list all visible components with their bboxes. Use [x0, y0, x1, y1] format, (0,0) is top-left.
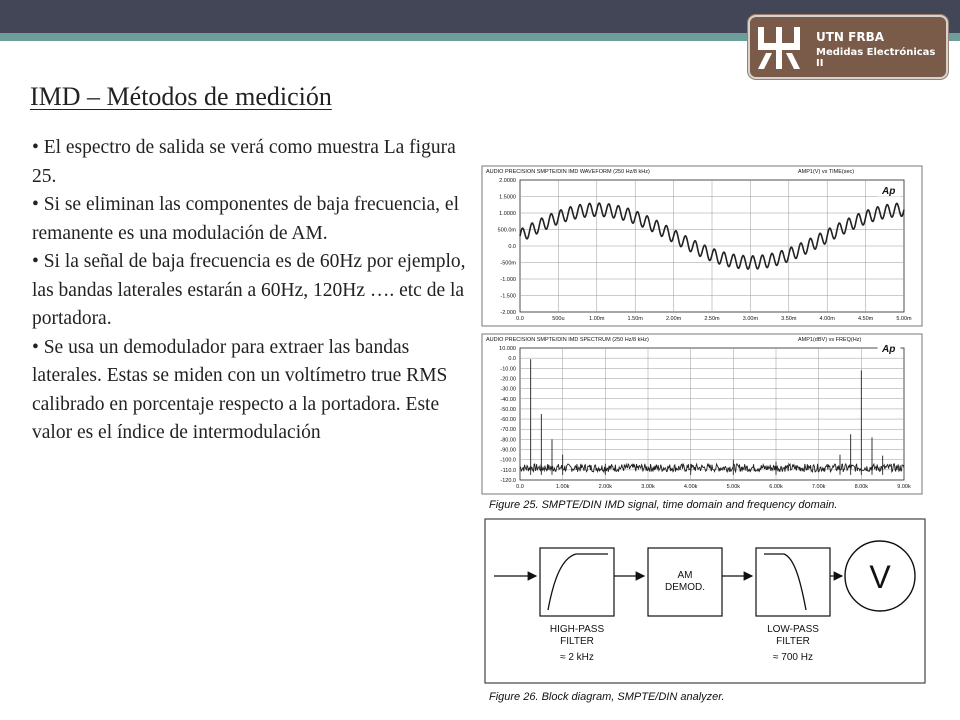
- hpf-label-1: HIGH-PASS: [549, 624, 605, 635]
- x-tick-label: 2.50m: [704, 316, 720, 322]
- lpf-label-2: FILTER: [776, 636, 810, 647]
- logo-title: UTN FRBA: [816, 30, 885, 44]
- y-tick-label: 0.0: [508, 244, 516, 250]
- am-demodulator-block: [648, 548, 722, 616]
- y-tick-label: -50.00: [500, 406, 516, 413]
- y-tick-label: -500m: [500, 260, 516, 267]
- x-tick-label: 5.00k: [726, 484, 741, 490]
- y-tick-label: 1.5000: [499, 194, 516, 201]
- utn-logo-badge: [748, 15, 948, 79]
- y-tick-label: -80.00: [500, 437, 516, 444]
- x-tick-label: 3.50m: [781, 316, 797, 322]
- x-tick-label: 8.00k: [854, 484, 869, 490]
- y-tick-label: -100.0: [500, 457, 516, 464]
- y-tick-label: -70.00: [500, 427, 516, 434]
- x-tick-label: 4.50m: [857, 316, 874, 322]
- figure-25: [480, 164, 924, 496]
- x-tick-label: 1.50m: [627, 316, 643, 322]
- x-tick-label: 1.00m: [589, 316, 605, 322]
- bullet-list: [32, 134, 472, 448]
- figure-25-caption: Figure 25. SMPTE/DIN IMD signal, time domain and frequency domain.: [489, 499, 838, 511]
- waveform-header-right: AMP1(V) vs TIME(sec): [798, 169, 855, 175]
- x-tick-label: 2.00m: [665, 316, 682, 322]
- x-tick-label: 500u: [552, 316, 565, 322]
- figure-26-block-diagram: [484, 518, 926, 684]
- am-label-2: DEMOD.: [665, 582, 705, 593]
- y-tick-label: -110.0: [500, 467, 516, 474]
- x-tick-label: 0.0: [516, 484, 524, 490]
- x-tick-label: 3.00k: [641, 484, 655, 490]
- utn-logo-icon: [756, 25, 802, 71]
- y-tick-label: 10.000: [499, 346, 516, 352]
- x-tick-label: 1.00k: [555, 484, 570, 490]
- y-tick-label: -30.00: [500, 386, 516, 393]
- bullet-item: • El espectro de salida se verá como muestra La figura 25.: [32, 137, 456, 187]
- bullet-item: • Si se eliminan las componentes de baja frecuencia, el remanente es una modulación de AM.: [32, 194, 460, 244]
- y-tick-label: -2.000: [500, 310, 516, 316]
- waveform-ap-logo: Ap: [882, 186, 896, 197]
- x-tick-label: 2.00k: [598, 484, 613, 490]
- bullet-item: • Se usa un demodulador para extraer las bandas laterales. Estas se miden con un voltímetro true RMS calibrado en porcentaje respecto a la portadora. Este valor es el índice de intermodulación: [32, 336, 448, 443]
- voltmeter-block: [845, 541, 915, 611]
- x-tick-label: 7.00k: [811, 484, 826, 490]
- spectrum-plot: [482, 334, 922, 494]
- x-tick-label: 9.00k: [897, 484, 911, 490]
- y-tick-label: 500.0m: [497, 227, 516, 234]
- bullet-item: • Si la señal de baja frecuencia es de 60Hz por ejemplo, las bandas laterales estarán a 60Hz, 120Hz …. etc de la portadora.: [32, 251, 466, 329]
- y-tick-label: 0.0: [508, 356, 516, 363]
- hpf-value: ≈ 2 kHz: [560, 652, 594, 663]
- hpf-label-2: FILTER: [560, 636, 594, 647]
- waveform-header-left: AUDIO PRECISION SMPTE/DIN IMD WAVEFORM (250 Hz/8 kHz): [486, 169, 650, 175]
- y-tick-label: -40.00: [500, 396, 516, 403]
- page-title: IMD – Métodos de medición: [30, 82, 332, 111]
- spectrum-ap-logo: Ap: [882, 344, 896, 355]
- figure-26-caption: Figure 26. Block diagram, SMPTE/DIN analyzer.: [489, 691, 725, 703]
- x-tick-label: 6.00k: [769, 484, 783, 490]
- y-tick-label: 1.0000: [499, 211, 516, 217]
- y-tick-label: -1.000: [500, 277, 516, 283]
- y-tick-label: -20.00: [500, 376, 516, 383]
- waveform-plot: [482, 166, 922, 326]
- lpf-value: ≈ 700 Hz: [773, 652, 813, 663]
- voltmeter-label: V: [869, 559, 891, 595]
- x-tick-label: 4.00k: [683, 484, 698, 490]
- y-tick-label: -10.00: [500, 366, 516, 373]
- y-tick-label: -120.0: [500, 478, 516, 484]
- spectrum-header-right: AMP1(dBV) vs FREQ(Hz): [798, 337, 862, 343]
- logo-subtitle: Medidas Electrónicas II: [816, 47, 936, 69]
- x-tick-label: 4.00m: [819, 316, 835, 322]
- y-tick-label: -60.00: [500, 417, 516, 424]
- x-tick-label: 5.00m: [896, 316, 912, 322]
- x-tick-label: 3.00m: [742, 316, 759, 322]
- y-tick-label: 2.0000: [499, 178, 516, 184]
- y-tick-label: -90.00: [500, 447, 516, 454]
- lpf-label-1: LOW-PASS: [767, 624, 819, 635]
- y-tick-label: -1.500: [500, 293, 516, 300]
- spectrum-header-left: AUDIO PRECISION SMPTE/DIN IMD SPECTRUM (250 Hz/8 kHz): [486, 337, 649, 343]
- am-label-1: AM: [677, 570, 693, 581]
- x-tick-label: 0.0: [516, 316, 524, 322]
